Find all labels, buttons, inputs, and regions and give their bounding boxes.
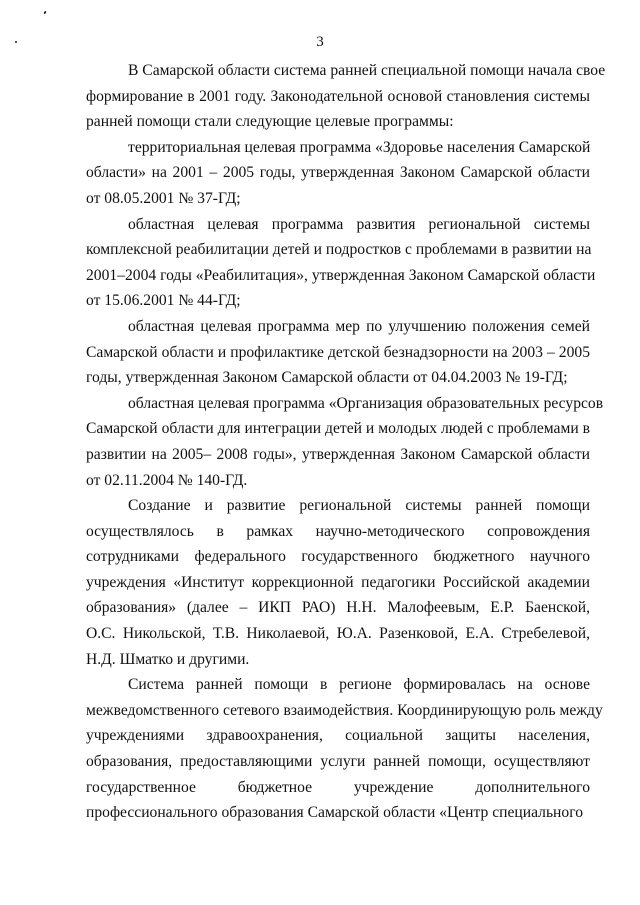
text-line: 2001–2004 годы «Реабилитация», утвержденная Законом Самарской области [86,266,596,284]
text-line: территориальная целевая программа «Здоровье населения Самарской [128,138,591,156]
text-line: осуществлялось в рамках научно-методического сопровождения [86,522,590,540]
text-line: Система ранней помощи в регионе формировалась на основе [128,676,590,694]
text-line: учреждениями здравоохранения, социальной защиты населения, [86,727,590,745]
text-line: Самарской области и профилактике детской безнадзорности на 2003 – 2005 [86,343,590,361]
text-line: Н.Д. Шматко и другими. [86,650,250,668]
text-line: Создание и развитие региональной системы ранней помощи [128,497,590,515]
text-line: развитии на 2005– 2008 годы», утвержденная Законом Самарской области [86,445,590,463]
text-line: области» на 2001 – 2005 годы, утвержденная Законом Самарской области [86,164,590,182]
paragraph [86,493,590,672]
paragraph [86,212,596,314]
text-line: образования, предоставляющими услуги ранней помощи, осуществляют [86,753,590,771]
paragraph [86,58,606,135]
text-line: областная целевая программа развития региональной системы [128,215,590,233]
text-line: учреждения «Институт коррекционной педагогики Российской академии [86,573,590,591]
text-line: В Самарской области система ранней специальной помощи начала свое [128,62,606,79]
paragraph [86,314,590,391]
text-line: от 02.11.2004 № 140-ГД. [86,471,248,489]
page-number: 3 [316,34,324,50]
text-line: комплексной реабилитации детей и подростков с проблемами в развитии на [86,241,592,259]
text-line: ранней помощи стали следующие целевые программы: [86,113,454,131]
text-line: Самарской области для интеграции детей и молодых людей с проблемами в [86,420,590,438]
text-line: межведомственного сетевого взаимодействия. Координирующую роль между [86,701,603,719]
text-line: от 15.06.2001 № 44-ГД; [86,292,241,310]
text-line: формирование в 2001 году. Законодательной основой становления системы [86,87,590,105]
paragraph [86,135,590,212]
text-line: образования» (далее – ИКП РАО) Н.Н. Малофеевым, Е.Р. Баенской, [86,599,590,617]
text-line: годы, утвержденная Законом Самарской области от 04.04.2003 № 19-ГД; [86,369,568,387]
text-line: профессионального образования Самарской области «Центр специального [86,804,584,822]
scan-speck [43,11,46,15]
text-line: областная целевая программа «Организация образовательных ресурсов [128,394,604,412]
document-body [86,58,606,826]
text-line: областная целевая программа мер по улучшению положения семей [128,317,590,335]
text-line: государственное бюджетное учреждение дополнительного [86,778,590,796]
text-line: О.С. Никольской, Т.В. Николаевой, Ю.А. Разенковой, Е.А. Стребелевой, [86,625,590,643]
paragraph [86,672,603,826]
text-line: сотрудниками федерального государственного бюджетного научного [86,548,590,566]
paragraph [86,391,604,493]
text-line: от 08.05.2001 № 37-ГД; [86,189,241,207]
